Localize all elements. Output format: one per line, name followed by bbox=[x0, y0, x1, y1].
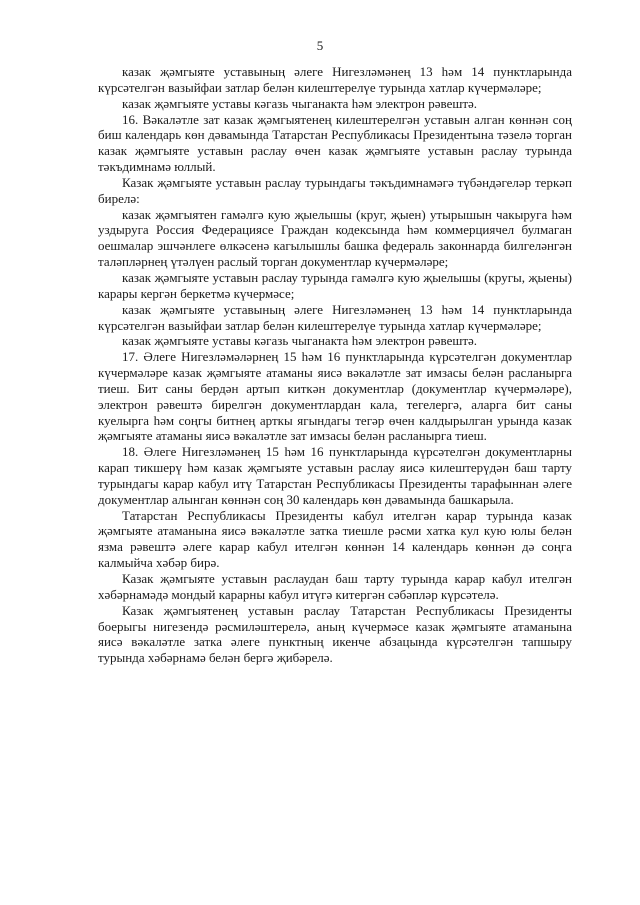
paragraph: Казак җәмгыяте уставын раслаудан баш тарту турында карар кабул ителгән хәбәрнамәдә мондый карарны кабул итүгә китергән сәбәпләр күрсәтелә. bbox=[98, 571, 572, 602]
paragraph: казак җәмгыяте уставы кәгазь чыганакта һәм электрон рәвештә. bbox=[122, 333, 478, 349]
paragraph: 16. Вәкаләтле зат казак җәмгыятенең килештерелгән уставын алган көннән соң биш календарь көн дәвамында Татарстан Республикасы Президентына тәзелә торган казак җәмгыяте уставын раслау өчен казак җәмгыяте уставын раслау турында тәкъдимнамә юллый. bbox=[98, 111, 572, 175]
paragraph: казак җәмгыятен гамәлгә кую җыелышы (круг, җыен) утырышын чакыруга һәм уздыруга Россия Федерациясе Граждан кодексында һәм коммерциячел булмаган оешмалар эшчәнлеге өлкәсенә кагылышлы башка федераль законнарда билгеләнгән таләпләрнең үтәлүен раслый торган документлар күчермәләре; bbox=[98, 206, 572, 270]
paragraph: Казак җәмгыяте уставын раслау турындагы тәкъдимнамәгә түбәндәгеләр теркәп бирелә: bbox=[98, 174, 572, 206]
paragraph: Казак җәмгыятенең уставын раслау Татарстан Республикасы Президенты боерыгы нигезендә рәсмиләштерелә, аның күчермәсе казак җәмгыяте атаманына яисә вәкаләтле затка әлеге пунктның икенче абзацында күрсәтелгән тапшыру турында хәбәрнамә белән бергә җибәрелә. bbox=[98, 602, 572, 666]
paragraph: 17. Әлеге Нигезләмәләрнең 15 һәм 16 пунктларында күрсәтелгән документлар күчермәләре казак җәмгыяте атаманы яисә вәкаләтле зат имзасы белән расланырга тиеш. Бит саны бердән артып киткән документлар (документлар күчермәләре), электрон рәвештә бирелгән документлардан кала, тегелергә, аларга бит саны куелырга һәм соңгы битнең арткы ягындагы тегәр өчен калдырылган урында казак җәмгыяте атаманы яисә вәкаләтле зат имзасы белән расланырга тиеш. bbox=[98, 349, 572, 444]
paragraph: казак җәмгыяте уставын раслау турында гамәлгә кую җыелышы (кругы, җыены) карары кергән беркетмә күчермәсе; bbox=[98, 269, 572, 301]
paragraph: казак җәмгыяте уставы кәгазь чыганакта һәм электрон рәвештә. bbox=[122, 95, 478, 111]
page-number: 5 bbox=[316, 38, 324, 53]
document-body bbox=[98, 64, 572, 666]
paragraph: казак җәмгыяте уставының әлеге Нигезләмәнең 13 һәм 14 пунктларында күрсәтелгән вазыйфаи затлар белән килештерелүе турында хатлар күчермәләре; bbox=[98, 64, 572, 95]
paragraph: казак җәмгыяте уставының әлеге Нигезләмәнең 13 һәм 14 пунктларында күрсәтелгән вазыйфаи затлар белән килештерелүе турында хатлар күчермәләре; bbox=[98, 301, 572, 333]
paragraph: 18. Әлеге Нигезләмәнең 15 һәм 16 пунктларында күрсәтелгән документларны карап тикшерү һәм казак җәмгыяте уставын раслау яисә килештерүдән баш тарту турындагы карар кабул итү Татарстан Республикасы Президенты тарафыннан әлеге документлар алынган көннән соң 30 календарь көн дәвамында башкарыла. bbox=[98, 444, 572, 507]
paragraph: Татарстан Республикасы Президенты кабул ителгән карар турында казак җәмгыяте атаманына яисә вәкаләтле затка тиешле рәсми хатка кул кую юлы белән язма рәвештә әлеге карар кабул ителгән көннән 14 календарь көннән дә соңга калмыйча хәбәр бирә. bbox=[98, 507, 572, 571]
